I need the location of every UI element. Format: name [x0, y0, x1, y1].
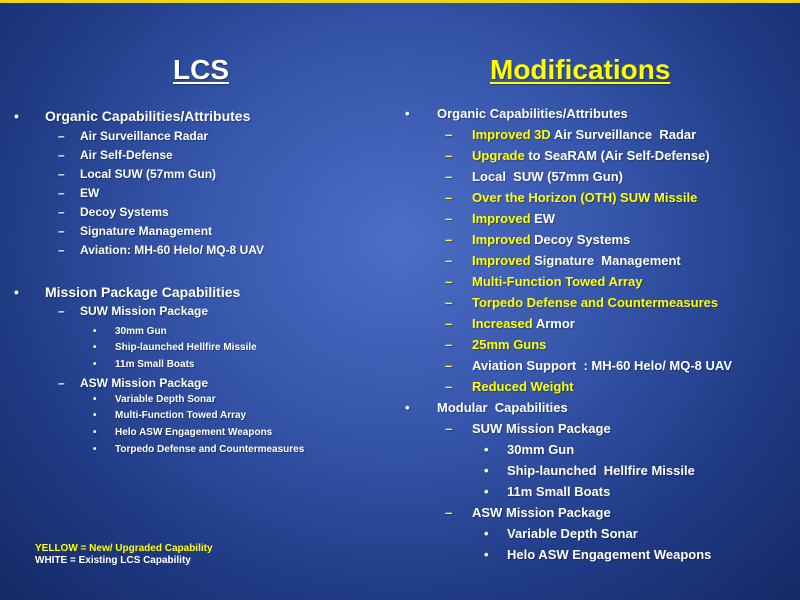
modification-item-text: Organic Capabilities/Attributes: [437, 106, 628, 121]
lcs-item-text: Helo ASW Engagement Weapons: [115, 427, 273, 438]
dash-bullet-icon: –: [445, 379, 453, 394]
top-accent-line: [0, 0, 800, 3]
dash-bullet-icon: –: [445, 232, 453, 247]
lcs-item-text: Air Self-Defense: [80, 148, 173, 162]
lcs-item-text: Air Surveillance Radar: [80, 129, 209, 143]
modification-highlight-text: Improved: [472, 253, 531, 268]
modification-item-line: [472, 127, 696, 142]
modification-highlight-text: Torpedo Defense and Countermeasures: [472, 295, 719, 310]
dash-bullet-icon: –: [58, 167, 65, 181]
modification-item-text: 11m Small Boats: [507, 484, 611, 499]
dash-bullet-icon: –: [58, 129, 65, 143]
modification-highlight-text: Improved: [472, 211, 531, 226]
modification-item-text: to SeaRAM (Air Self-Defense): [524, 148, 710, 163]
modification-item-text: EW: [530, 211, 556, 226]
dot-bullet-icon: •: [93, 394, 97, 405]
dash-bullet-icon: –: [445, 274, 453, 289]
dot-bullet-icon: •: [405, 400, 410, 415]
dot-bullet-icon: •: [93, 427, 97, 438]
dash-bullet-icon: –: [445, 316, 453, 331]
dot-bullet-icon: •: [14, 284, 19, 300]
dot-bullet-icon: •: [93, 326, 97, 337]
lcs-item-text: Organic Capabilities/Attributes: [45, 108, 251, 124]
modification-highlight-text: Upgrade: [472, 148, 525, 163]
modification-item-line: [472, 190, 697, 205]
dot-bullet-icon: •: [484, 526, 489, 541]
dot-bullet-icon: •: [93, 342, 97, 353]
modification-item-line: [472, 232, 630, 247]
lcs-item-text: Decoy Systems: [80, 205, 169, 219]
modification-item-text: Ship-launched Hellfire Missile: [507, 463, 695, 478]
dot-bullet-icon: •: [405, 106, 410, 121]
dot-bullet-icon: •: [484, 484, 489, 499]
legend-yellow-note: YELLOW = New/ Upgraded Capability: [35, 543, 213, 554]
dash-bullet-icon: –: [58, 304, 65, 318]
modification-item-text: Air Surveillance Radar: [550, 127, 697, 142]
modification-item-text: Aviation Support : MH-60 Helo/ MQ-8 UAV: [472, 358, 733, 373]
dash-bullet-icon: –: [58, 376, 65, 390]
dot-bullet-icon: •: [14, 108, 19, 124]
modification-item-text: Signature Management: [530, 253, 681, 268]
lcs-item-text: Multi-Function Towed Array: [115, 410, 247, 421]
dot-bullet-icon: •: [484, 547, 489, 562]
modification-item-text: Variable Depth Sonar: [507, 526, 638, 541]
modification-item-text: 30mm Gun: [507, 442, 575, 457]
modification-item-line: [472, 148, 710, 163]
lcs-item-text: Mission Package Capabilities: [45, 284, 241, 300]
modification-item-line: [507, 484, 610, 499]
dash-bullet-icon: –: [445, 211, 453, 226]
dot-bullet-icon: •: [93, 410, 97, 421]
modification-item-line: [472, 421, 611, 436]
modification-item-line: [472, 295, 718, 310]
lcs-item-text: Signature Management: [80, 224, 213, 238]
modification-item-line: [472, 274, 642, 289]
modification-item-text: Local SUW (57mm Gun): [472, 169, 623, 184]
modification-highlight-text: Reduced Weight: [472, 379, 574, 394]
dot-bullet-icon: •: [484, 442, 489, 457]
modification-item-line: [437, 400, 568, 415]
dash-bullet-icon: –: [445, 337, 453, 352]
modification-item-line: [507, 547, 711, 562]
modification-item-line: [507, 526, 638, 541]
lcs-item-text: Torpedo Defense and Countermeasures: [115, 444, 305, 455]
modification-highlight-text: Improved 3D: [472, 127, 551, 142]
lcs-item-text: 11m Small Boats: [115, 359, 195, 370]
modification-item-text: SUW Mission Package: [472, 421, 611, 436]
modification-item-line: [472, 169, 623, 184]
dash-bullet-icon: –: [445, 421, 453, 436]
modification-item-line: [472, 211, 555, 226]
lcs-item-text: EW: [80, 186, 100, 200]
modification-item-line: [472, 505, 611, 520]
lcs-item-text: SUW Mission Package: [80, 304, 209, 318]
lcs-item-text: Variable Depth Sonar: [115, 394, 216, 405]
dash-bullet-icon: –: [445, 295, 453, 310]
modifications-title: Modifications: [490, 54, 671, 85]
modification-highlight-text: 25mm Guns: [472, 337, 547, 352]
lcs-item-text: Aviation: MH-60 Helo/ MQ-8 UAV: [80, 243, 265, 257]
lcs-item-text: Local SUW (57mm Gun): [80, 167, 217, 181]
legend-white-note: WHITE = Existing LCS Capability: [35, 555, 191, 566]
modification-item-text: Helo ASW Engagement Weapons: [507, 547, 712, 562]
dash-bullet-icon: –: [445, 127, 453, 142]
modification-item-line: [507, 442, 574, 457]
modification-item-text: Modular Capabilities: [437, 400, 568, 415]
modification-item-line: [507, 463, 695, 478]
dash-bullet-icon: –: [58, 186, 65, 200]
modification-item-line: [472, 316, 575, 331]
dash-bullet-icon: –: [445, 358, 453, 373]
modification-item-line: [472, 253, 681, 268]
modification-item-line: [472, 337, 546, 352]
dash-bullet-icon: –: [58, 148, 65, 162]
modification-highlight-text: Over the Horizon (OTH) SUW Missile: [472, 190, 698, 205]
lcs-item-text: 30mm Gun: [115, 326, 167, 337]
modification-item-text: Armor: [532, 316, 575, 331]
lcs-item-text: ASW Mission Package: [80, 376, 209, 390]
modification-item-line: [472, 358, 732, 373]
modification-item-line: [437, 106, 628, 121]
lcs-item-text: Ship-launched Hellfire Missile: [115, 342, 257, 353]
dash-bullet-icon: –: [445, 148, 453, 163]
modification-highlight-text: Improved: [472, 232, 531, 247]
dash-bullet-icon: –: [58, 205, 65, 219]
modification-item-text: Decoy Systems: [530, 232, 631, 247]
dot-bullet-icon: •: [93, 359, 97, 370]
dash-bullet-icon: –: [445, 253, 453, 268]
modification-item-text: ASW Mission Package: [472, 505, 611, 520]
modification-item-line: [472, 379, 574, 394]
dash-bullet-icon: –: [445, 190, 453, 205]
dash-bullet-icon: –: [445, 505, 453, 520]
dot-bullet-icon: •: [93, 444, 97, 455]
dot-bullet-icon: •: [484, 463, 489, 478]
dash-bullet-icon: –: [58, 243, 65, 257]
modification-highlight-text: Increased: [472, 316, 533, 331]
dash-bullet-icon: –: [58, 224, 65, 238]
lcs-title: LCS: [173, 54, 229, 85]
dash-bullet-icon: –: [445, 169, 453, 184]
modification-highlight-text: Multi-Function Towed Array: [472, 274, 643, 289]
